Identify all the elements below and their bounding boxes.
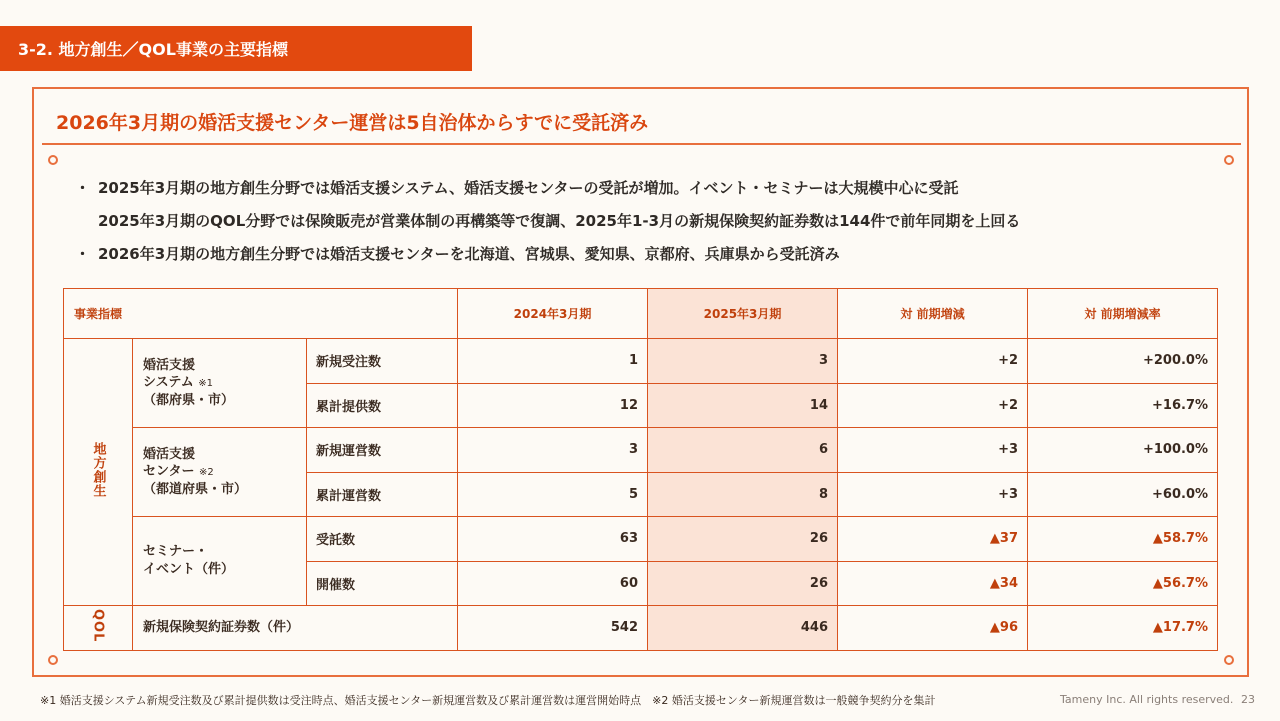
category-qol-label: QOL [90, 609, 106, 643]
cell-diff: +2 [838, 339, 1028, 384]
metrics-table [63, 288, 1218, 651]
copyright: Tameny Inc. All rights reserved. [1060, 693, 1234, 706]
cell-fy2025: 14 [648, 383, 838, 428]
bullet-text: 2026年3月期の地方創生分野では婚活支援センターを北海道、宮城県、愛知県、京都府、兵庫県から受託済み [98, 245, 840, 263]
header-rate: 対 前期増減率 [1028, 289, 1218, 339]
metric-label: 新規保険契約証券数（件） [133, 606, 458, 651]
group-matching-system [133, 339, 307, 428]
cell-diff: +3 [838, 472, 1028, 517]
table-row [64, 517, 1218, 562]
header-fy2024: 2024年3月期 [458, 289, 648, 339]
section-title: 3-2. 地方創生／QOL事業の主要指標 [18, 40, 288, 59]
group-line: 婚活支援 [143, 357, 196, 373]
cell-rate: ▲17.7% [1028, 606, 1218, 651]
header-metric: 事業指標 [64, 289, 458, 339]
cell-fy2024: 5 [458, 472, 648, 517]
metric-label: 新規受注数 [307, 339, 458, 384]
headline-divider [42, 143, 1241, 145]
table-row [64, 428, 1218, 473]
cell-rate: ▲58.7% [1028, 517, 1218, 562]
bullet-mark: ・ [75, 245, 91, 263]
header-fy2025: 2025年3月期 [648, 289, 838, 339]
cell-diff: ▲37 [838, 517, 1028, 562]
metric-label: 開催数 [307, 561, 458, 606]
footnote: ※1 婚活支援システム新規受注数及び累計提供数は受注時点、婚活支援センター新規運営数及び累計運営数は運営開始時点 ※2 婚活支援センター新規運営数は一般競争契約分を集計 [40, 694, 936, 707]
headline: 2026年3月期の婚活支援センター運営は5自治体からすでに受託済み [56, 112, 649, 134]
category-regional [64, 339, 133, 606]
cell-diff: ▲96 [838, 606, 1028, 651]
frame-corner-ornament [48, 155, 58, 165]
metric-label: 受託数 [307, 517, 458, 562]
page-number: 23 [1241, 693, 1255, 706]
cell-fy2025: 26 [648, 517, 838, 562]
frame-corner-ornament [1224, 155, 1234, 165]
group-matching-center [133, 428, 307, 517]
table-header-row [64, 289, 1218, 339]
group-line-main: システム [143, 375, 194, 391]
group-line-main: センター [143, 464, 195, 480]
group-line: セミナー・ [143, 544, 209, 560]
group-seminar-event [133, 517, 307, 606]
bullet-text: 2025年3月期のQOL分野では保険販売が営業体制の再構築等で復調、2025年1-3月の新規保険契約証券数は144件で前年同期を上回る [98, 212, 1021, 230]
group-line: 婚活支援 [143, 446, 196, 462]
section-title-bar [0, 26, 472, 71]
cell-rate: +100.0% [1028, 428, 1218, 473]
cell-fy2025: 26 [648, 561, 838, 606]
group-line: イベント（件） [143, 562, 235, 577]
cell-rate: +200.0% [1028, 339, 1218, 384]
cell-fy2025: 8 [648, 472, 838, 517]
bullet-mark: ・ [75, 179, 91, 197]
cell-fy2024: 63 [458, 517, 648, 562]
group-line [143, 463, 305, 481]
cell-fy2025: 3 [648, 339, 838, 384]
bullet-text: 2025年3月期の地方創生分野では婚活支援システム、婚活支援センターの受託が増加。イベント・セミナーは大規模中心に受託 [98, 179, 959, 197]
cell-fy2024: 12 [458, 383, 648, 428]
cell-fy2024: 3 [458, 428, 648, 473]
group-line [143, 374, 305, 392]
cell-diff: +2 [838, 383, 1028, 428]
cell-fy2024: 1 [458, 339, 648, 384]
cell-diff: +3 [838, 428, 1028, 473]
category-regional-label: 地方創生 [90, 442, 106, 498]
metric-label: 累計運営数 [307, 472, 458, 517]
cell-fy2025: 446 [648, 606, 838, 651]
table-row [64, 339, 1218, 384]
group-line: （都道府県・市） [143, 481, 248, 497]
cell-fy2024: 542 [458, 606, 648, 651]
cell-rate: +16.7% [1028, 383, 1218, 428]
table-row [64, 606, 1218, 651]
frame-corner-ornament [48, 655, 58, 665]
cell-fy2025: 6 [648, 428, 838, 473]
cell-rate: ▲56.7% [1028, 561, 1218, 606]
category-qol [64, 606, 133, 651]
header-diff: 対 前期増減 [838, 289, 1028, 339]
group-note: ※2 [199, 467, 214, 479]
group-note: ※1 [198, 378, 213, 390]
frame-corner-ornament [1224, 655, 1234, 665]
cell-rate: +60.0% [1028, 472, 1218, 517]
group-line: （都府県・市） [143, 392, 235, 408]
metric-label: 累計提供数 [307, 383, 458, 428]
metric-label: 新規運営数 [307, 428, 458, 473]
cell-fy2024: 60 [458, 561, 648, 606]
cell-diff: ▲34 [838, 561, 1028, 606]
